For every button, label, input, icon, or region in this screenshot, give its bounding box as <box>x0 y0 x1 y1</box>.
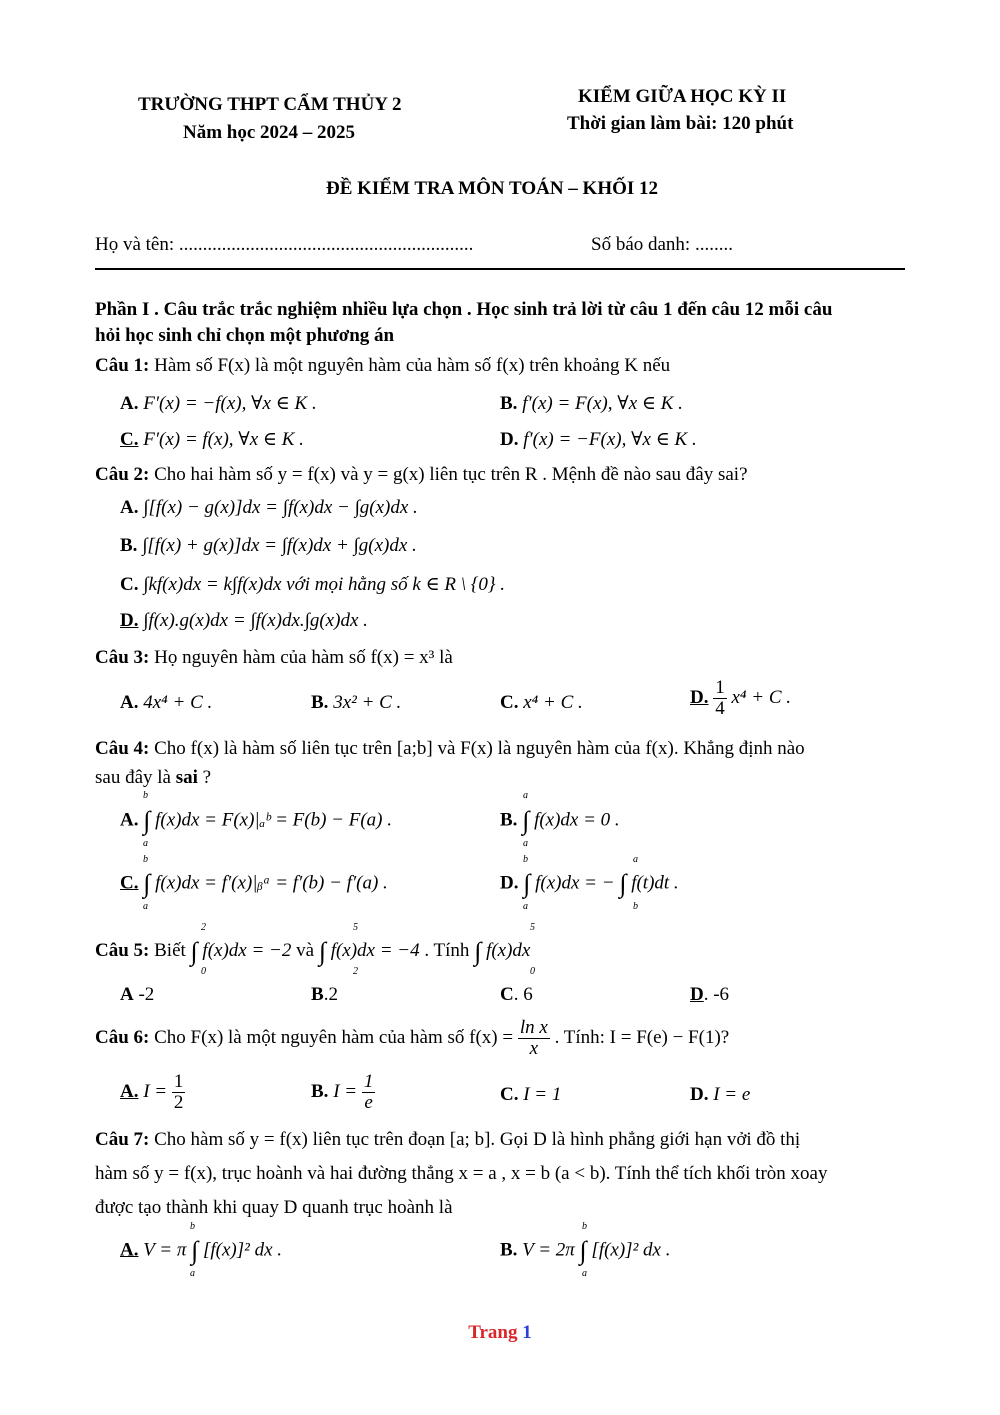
part1-title-line2: hỏi học sinh chỉ chọn một phương án <box>95 325 395 346</box>
q5-i1-upper: 2 <box>201 922 206 933</box>
q3-option-b-text: 3x² + C . <box>333 692 402 713</box>
question-7-line2: hàm số y = f(x), trục hoành và hai đường thẳng x = a , x = b (a < b). Tính thể tích khối tròn xoay <box>95 1163 828 1184</box>
q4d-lower-limit-2: b <box>633 901 638 912</box>
q4-option-b[interactable] <box>500 806 620 836</box>
school-year: Năm học 2024 – 2025 <box>183 122 356 143</box>
question-4-line1 <box>95 738 805 761</box>
q3-option-c[interactable] <box>500 692 583 714</box>
question-5-and: và <box>296 939 315 961</box>
q1-option-d-text: f′(x) = −F(x), ∀x ∈ K . <box>523 429 697 450</box>
q4-option-a-text: f(x)dx = F(x)|ₐᵇ = F(b) − F(a) . <box>155 809 392 831</box>
q1-option-b-label: B. <box>500 393 518 414</box>
q3-option-a-label: A. <box>120 692 139 713</box>
question-1 <box>95 355 670 378</box>
q5-option-a-label: A <box>120 984 134 1005</box>
fraction-numerator: 1 <box>715 677 725 698</box>
q3-option-a-text: 4x⁴ + C . <box>143 692 213 713</box>
q4c-upper-limit: b <box>143 854 148 865</box>
q7b-upper-limit: b <box>582 1221 587 1232</box>
q5-option-c-label: C <box>500 984 514 1005</box>
exam-title: ĐỀ KIỂM TRA MÔN TOÁN – KHỐI 12 <box>326 178 659 199</box>
q5-i1-lower: 0 <box>201 966 206 977</box>
q2-option-c-label: C. <box>120 574 139 595</box>
q4-option-b-text: f(x)dx = 0 . <box>534 809 620 831</box>
q4-option-a[interactable] <box>120 806 392 836</box>
q6-option-a-label: A. <box>120 1080 139 1102</box>
question-4-text-post: ? <box>197 767 212 788</box>
question-2 <box>95 464 748 487</box>
header-divider <box>95 268 905 270</box>
q1-option-d-label: D. <box>500 429 519 450</box>
q5-option-b-text: .2 <box>323 984 338 1005</box>
q6-option-a-fraction <box>172 1072 186 1113</box>
q5-i3-lower: 0 <box>530 966 535 977</box>
fraction-denominator: e <box>364 1091 373 1113</box>
q6-option-b-fraction <box>362 1072 376 1113</box>
q3-option-d-label: D. <box>690 686 709 708</box>
q4-option-c-label: C. <box>120 872 139 894</box>
q7-option-b-label: B. <box>500 1239 518 1261</box>
q5-option-b-label: B <box>311 984 324 1005</box>
q1-option-c[interactable] <box>120 428 304 451</box>
integral-sign: ∫ <box>143 869 151 898</box>
question-5-integral-3: f(x)dx <box>486 939 531 961</box>
integral-sign: ∫ <box>191 1236 199 1265</box>
q1-option-a-text: F′(x) = −f(x), ∀x ∈ K . <box>143 393 317 414</box>
question-6-fraction <box>518 1018 550 1059</box>
q4-option-a-label: A. <box>120 809 139 831</box>
q5-i3-upper: 5 <box>530 922 535 933</box>
q7-option-a[interactable] <box>120 1236 282 1266</box>
question-4-text-pre: sau đây là <box>95 767 176 788</box>
question-7-label: Câu 7: <box>95 1129 150 1150</box>
question-6-pre: Cho F(x) là một nguyên hàm của hàm số f(x) = <box>154 1026 514 1048</box>
fraction-denominator: 4 <box>715 697 725 719</box>
q5-option-a-text: -2 <box>138 984 155 1005</box>
q6-option-b[interactable] <box>311 1072 375 1113</box>
q4b-lower-limit: a <box>523 838 528 849</box>
question-4-text-bold: sai <box>175 767 198 788</box>
q5-option-d[interactable] <box>690 984 729 1006</box>
q2-option-a-label: A. <box>120 497 139 518</box>
q5-option-b[interactable] <box>311 984 338 1006</box>
q5-option-d-label: D <box>690 984 704 1005</box>
fraction-denominator: 2 <box>173 1091 184 1113</box>
question-1-label: Câu 1: <box>95 355 150 376</box>
q6-option-a-pre: I = <box>143 1080 168 1102</box>
page-num: 1 <box>522 1322 532 1343</box>
q4a-upper-limit: b <box>143 790 148 801</box>
q4d-lower-limit: a <box>523 901 528 912</box>
q2-option-d-label: D. <box>120 610 139 631</box>
q7-option-b-text: V = 2π <box>522 1239 575 1261</box>
q3-option-c-label: C. <box>500 692 519 713</box>
exam-name: KIỂM GIỮA HỌC KỲ II <box>578 86 787 107</box>
question-6-post: . Tính: I = F(e) − F(1)? <box>554 1026 730 1048</box>
q1-option-b-text: f′(x) = F(x), ∀x ∈ K . <box>522 393 683 414</box>
question-5-calc: . Tính <box>424 939 470 961</box>
q2-option-c[interactable] <box>120 573 505 596</box>
q6-option-c-label: C. <box>500 1084 519 1105</box>
q4a-lower-limit: a <box>143 838 148 849</box>
fraction-numerator: ln x <box>519 1017 548 1038</box>
q2-option-c-text: ∫kf(x)dx = k∫f(x)dx với mọi hằng số k ∈ R \ {0} . <box>143 574 506 595</box>
integral-sign: ∫ <box>522 806 530 835</box>
q5-option-d-text: . -6 <box>703 984 730 1005</box>
question-5-integral-1: f(x)dx = −2 <box>202 939 292 961</box>
q2-option-b-label: B. <box>120 535 138 556</box>
q7a-upper-limit: b <box>190 1221 195 1232</box>
q3-option-b[interactable] <box>311 692 401 714</box>
q7b-lower-limit: a <box>582 1268 587 1279</box>
student-id-field[interactable]: Số báo danh: ........ <box>591 234 733 255</box>
q3-option-c-text: x⁴ + C . <box>523 692 583 713</box>
integral-sign: ∫ <box>523 869 531 898</box>
question-5-pre: Biết <box>154 939 186 961</box>
q6-option-b-label: B. <box>311 1080 329 1102</box>
q2-option-d-text: ∫f(x).g(x)dx = ∫f(x)dx.∫g(x)dx . <box>143 610 368 631</box>
q2-option-b[interactable] <box>120 535 417 557</box>
question-7-text-1: Cho hàm số y = f(x) liên tục trên đoạn [a; b]. Gọi D là hình phẳng giới hạn vởi đồ thị <box>154 1129 801 1150</box>
q5-i2-upper: 5 <box>353 922 358 933</box>
exam-time: Thời gian làm bài: 120 phút <box>567 113 794 134</box>
question-4-text: Cho f(x) là hàm số liên tục trên [a;b] và F(x) là nguyên hàm của f(x). Khẳng định nào <box>154 738 805 759</box>
q6-option-a[interactable] <box>120 1072 185 1113</box>
q5-option-c-text: . 6 <box>513 984 533 1005</box>
q1-option-b[interactable] <box>500 392 683 415</box>
q7-option-b[interactable] <box>500 1236 670 1266</box>
q4-option-c-text: f(x)dx = f′(x)|ᵦᵃ = f′(b) − f′(a) . <box>155 872 388 894</box>
q1-option-a[interactable] <box>120 392 317 415</box>
q2-option-b-text: ∫[f(x) + g(x)]dx = ∫f(x)dx + ∫g(x)dx . <box>142 535 417 556</box>
integral-sign: ∫ <box>619 869 627 898</box>
question-6 <box>95 1018 729 1059</box>
q5-i2-lower: 2 <box>353 966 358 977</box>
question-3-text: Họ nguyên hàm của hàm số f(x) = x³ là <box>154 647 453 668</box>
question-1-text: Hàm số F(x) là một nguyên hàm của hàm số f(x) trên khoảng K nếu <box>154 355 671 376</box>
question-4-line2 <box>95 767 211 790</box>
q6-option-d-text: I = e <box>713 1084 751 1105</box>
fraction-numerator: 1 <box>173 1071 184 1092</box>
page-word: Trang <box>468 1322 518 1343</box>
q6-option-c-text: I = 1 <box>523 1084 562 1105</box>
question-3 <box>95 647 453 670</box>
question-4-label: Câu 4: <box>95 738 150 759</box>
question-7-line3: được tạo thành khi quay D quanh trục hoành là <box>95 1197 453 1218</box>
q3-option-d-fraction <box>713 678 727 719</box>
q1-option-c-label: C. <box>120 429 139 450</box>
q4-option-d[interactable] <box>500 869 679 899</box>
q1-option-d[interactable] <box>500 428 697 451</box>
q4b-upper-limit: a <box>523 790 528 801</box>
q1-option-a-label: A. <box>120 393 139 414</box>
integral-sign: ∫ <box>143 806 151 835</box>
q7-option-a-text: V = π <box>143 1239 187 1261</box>
fraction-numerator: 1 <box>363 1071 374 1092</box>
question-6-label: Câu 6: <box>95 1026 150 1048</box>
question-7-line1 <box>95 1129 800 1152</box>
q3-option-b-label: B. <box>311 692 329 713</box>
q3-option-d[interactable] <box>690 678 791 719</box>
q2-option-a-text: ∫[f(x) − g(x)]dx = ∫f(x)dx − ∫g(x)dx . <box>143 497 418 518</box>
question-5-integral-2: f(x)dx = −4 <box>330 939 420 961</box>
q3-option-d-text: x⁴ + C . <box>731 686 792 708</box>
q6-option-c[interactable] <box>500 1084 561 1106</box>
question-2-text: Cho hai hàm số y = f(x) và y = g(x) liên tục trên R . Mệnh đề nào sau đây sai? <box>154 464 748 485</box>
q5-option-c[interactable] <box>500 984 533 1006</box>
q6-option-b-pre: I = <box>333 1080 358 1102</box>
q5-option-a[interactable] <box>120 984 154 1006</box>
q4-option-b-label: B. <box>500 809 518 831</box>
q1-option-c-text: F′(x) = f(x), ∀x ∈ K . <box>143 429 304 450</box>
integral-sign: ∫ <box>190 937 198 966</box>
integral-sign: ∫ <box>474 937 482 966</box>
q4-option-d-text2: f(t)dt . <box>631 872 679 894</box>
q4-option-d-label: D. <box>500 872 519 894</box>
q2-option-a[interactable] <box>120 497 418 519</box>
q7-option-a-text2: [f(x)]² dx . <box>202 1239 283 1261</box>
q4c-lower-limit: a <box>143 901 148 912</box>
school-name: TRƯỜNG THPT CẨM THỦY 2 <box>138 94 402 115</box>
question-3-label: Câu 3: <box>95 647 150 668</box>
student-name-field[interactable]: Họ và tên: .............................................................. <box>95 234 474 255</box>
integral-sign: ∫ <box>579 1236 587 1265</box>
page-number <box>0 1322 1000 1344</box>
question-5-label: Câu 5: <box>95 939 150 961</box>
question-2-label: Câu 2: <box>95 464 150 485</box>
q4d-upper-limit-2: a <box>633 854 638 865</box>
q6-option-d-label: D. <box>690 1084 709 1105</box>
q7-option-b-text2: [f(x)]² dx . <box>591 1239 671 1261</box>
q4-option-c[interactable] <box>120 869 388 899</box>
integral-sign: ∫ <box>318 937 326 966</box>
q2-option-d[interactable] <box>120 610 368 632</box>
fraction-denominator: x <box>529 1037 539 1059</box>
q7-option-a-label: A. <box>120 1239 139 1261</box>
q4d-upper-limit: b <box>523 854 528 865</box>
question-5 <box>95 936 530 967</box>
q6-option-d[interactable] <box>690 1084 750 1106</box>
q4-option-d-text: f(x)dx = − <box>535 872 615 894</box>
part1-title-line1: Phần I . Câu trắc trắc nghiệm nhiều lựa chọn . Học sinh trả lời từ câu 1 đến câu 12 mỗi câu <box>95 299 833 320</box>
q3-option-a[interactable] <box>120 692 212 714</box>
q7a-lower-limit: a <box>190 1268 195 1279</box>
